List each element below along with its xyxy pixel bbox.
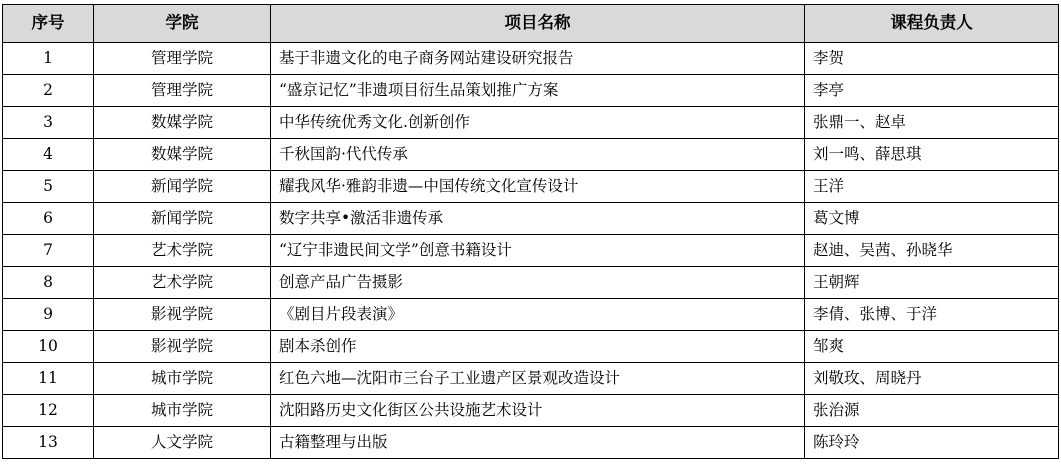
table-header xyxy=(3,5,1059,43)
table-row xyxy=(3,75,1059,107)
cell-project: 剧本杀创作 xyxy=(271,331,805,363)
cell-lead: 张鼎一、赵卓 xyxy=(805,107,1059,139)
cell-project: “盛京记忆”非遗项目衍生品策划推广方案 xyxy=(271,75,805,107)
cell-lead: 刘一鸣、薛思琪 xyxy=(805,139,1059,171)
cell-no: 3 xyxy=(3,107,94,139)
cell-project: 耀我风华·雅韵非遗—中国传统文化宣传设计 xyxy=(271,171,805,203)
cell-school: 管理学院 xyxy=(94,43,271,75)
table-row xyxy=(3,363,1059,395)
cell-project: 千秋国韵·代代传承 xyxy=(271,139,805,171)
cell-no: 5 xyxy=(3,171,94,203)
cell-no: 6 xyxy=(3,203,94,235)
table-row xyxy=(3,235,1059,267)
cell-no: 7 xyxy=(3,235,94,267)
cell-no: 9 xyxy=(3,299,94,331)
cell-lead: 邹爽 xyxy=(805,331,1059,363)
table-row xyxy=(3,43,1059,75)
table-body xyxy=(3,43,1059,459)
cell-no: 4 xyxy=(3,139,94,171)
cell-school: 影视学院 xyxy=(94,299,271,331)
table-row xyxy=(3,171,1059,203)
cell-school: 城市学院 xyxy=(94,395,271,427)
cell-lead: 陈玲玲 xyxy=(805,427,1059,459)
table-row xyxy=(3,267,1059,299)
cell-project: 基于非遗文化的电子商务网站建设研究报告 xyxy=(271,43,805,75)
cell-no: 1 xyxy=(3,43,94,75)
cell-project: 沈阳路历史文化街区公共设施艺术设计 xyxy=(271,395,805,427)
cell-school: 人文学院 xyxy=(94,427,271,459)
table-row xyxy=(3,139,1059,171)
table-row xyxy=(3,107,1059,139)
cell-project: 古籍整理与出版 xyxy=(271,427,805,459)
cell-school: 新闻学院 xyxy=(94,203,271,235)
cell-school: 影视学院 xyxy=(94,331,271,363)
cell-school: 管理学院 xyxy=(94,75,271,107)
cell-lead: 张治源 xyxy=(805,395,1059,427)
cell-no: 13 xyxy=(3,427,94,459)
cell-project: “辽宁非遗民间文学”创意书籍设计 xyxy=(271,235,805,267)
cell-project: 中华传统优秀文化.创新创作 xyxy=(271,107,805,139)
cell-no: 12 xyxy=(3,395,94,427)
table-row xyxy=(3,427,1059,459)
cell-lead: 王洋 xyxy=(805,171,1059,203)
header-school: 学院 xyxy=(94,5,271,43)
table-row xyxy=(3,395,1059,427)
header-row xyxy=(3,5,1059,43)
cell-lead: 赵迪、吴茜、孙晓华 xyxy=(805,235,1059,267)
cell-project: 创意产品广告摄影 xyxy=(271,267,805,299)
header-lead: 课程负责人 xyxy=(805,5,1059,43)
cell-lead: 李贺 xyxy=(805,43,1059,75)
cell-lead: 葛文博 xyxy=(805,203,1059,235)
cell-lead: 李亭 xyxy=(805,75,1059,107)
course-table-container xyxy=(2,4,1058,459)
course-table xyxy=(2,4,1059,459)
cell-school: 数媒学院 xyxy=(94,139,271,171)
cell-school: 新闻学院 xyxy=(94,171,271,203)
table-row xyxy=(3,203,1059,235)
cell-lead: 李倩、张博、于洋 xyxy=(805,299,1059,331)
cell-lead: 刘敬玫、周晓丹 xyxy=(805,363,1059,395)
cell-no: 10 xyxy=(3,331,94,363)
cell-lead: 王朝辉 xyxy=(805,267,1059,299)
cell-project: 红色六地—沈阳市三台子工业遗产区景观改造设计 xyxy=(271,363,805,395)
cell-school: 数媒学院 xyxy=(94,107,271,139)
cell-school: 艺术学院 xyxy=(94,267,271,299)
cell-project: 数字共享•激活非遗传承 xyxy=(271,203,805,235)
cell-school: 艺术学院 xyxy=(94,235,271,267)
cell-no: 8 xyxy=(3,267,94,299)
header-no: 序号 xyxy=(3,5,94,43)
table-row xyxy=(3,299,1059,331)
cell-school: 城市学院 xyxy=(94,363,271,395)
table-row xyxy=(3,331,1059,363)
cell-no: 2 xyxy=(3,75,94,107)
cell-project: 《剧目片段表演》 xyxy=(271,299,805,331)
cell-no: 11 xyxy=(3,363,94,395)
header-project: 项目名称 xyxy=(271,5,805,43)
